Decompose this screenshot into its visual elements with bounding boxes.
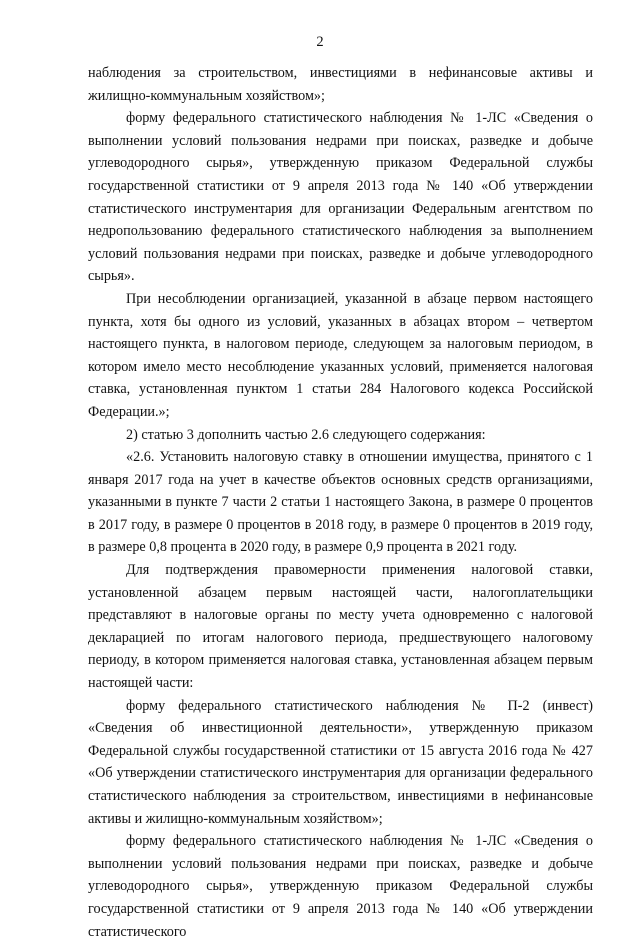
paragraph-2: форму федерального статистического наблюдения № 1-ЛС «Сведения о выполнении условий пользования недрами при поисках, разведке и добыче углеводородного сырья», утвержденную приказом Федеральной службы государственной статистики от 9 апреля 2013 года № 140 «Об утверждении статистического инструментария для организации Федеральным агентством по недропользованию федерального статистического наблюдения за выполнением условий пользования недрами при поисках, разведке и добыче углеводородного сырья». xyxy=(88,110,593,285)
paragraph-7: форму федерального статистического наблюдения № П-2 (инвест) «Сведения об инвестиционной деятельности», утвержденную приказом Федеральной службы государственной статистики от 15 августа 2016 года № 427 «Об утверждении статистического инструментария для организации федерального статистического наблюдения за строительством, инвестициями в нефинансовые активы и жилищно-коммунальным хозяйством»; xyxy=(88,697,593,827)
paragraph-3: При несоблюдении организацией, указанной в абзаце первом настоящего пункта, хотя бы одного из условий, указанных в абзацах втором – четвертом настоящего пункта, в налоговом периоде, следующем за налоговым периодом, в котором имело место несоблюдение указанных условий, применяется налоговая ставка, установленная пунктом 1 статьи 284 Налогового кодекса Российской Федерации.»; xyxy=(88,290,593,420)
document-body xyxy=(88,62,593,943)
paragraph-4: 2) статью 3 дополнить частью 2.6 следующего содержания: xyxy=(126,426,486,443)
paragraph-1: наблюдения за строительством, инвестициями в нефинансовые активы и жилищно-коммунальным хозяйством»; xyxy=(88,65,593,104)
paragraph-5: «2.6. Установить налоговую ставку в отношении имущества, принятого с 1 января 2017 года на учет в качестве объектов основных средств организациями, указанными в пункте 7 части 2 статьи 1 настоящего Закона, в размере 0 процентов в 2017 году, в размере 0 процентов в 2018 году, в размере 0 процентов в 2019 году, в размере 0,8 процента в 2020 году, в размере 0,9 процента в 2021 году. xyxy=(88,449,593,556)
paragraph-6: Для подтверждения правомерности применения налоговой ставки, установленной абзацем первым настоящей части, налогоплательщики представляют в налоговые органы по месту учета одновременно с налоговой декларацией по итогам налогового периода, предшествующего налоговому периоду, в котором применяется налоговая ставка, установленная абзацем первым настоящей части: xyxy=(88,562,593,692)
page-number: 2 xyxy=(316,34,324,50)
paragraph-8: форму федерального статистического наблюдения № 1-ЛС «Сведения о выполнении условий пользования недрами при поисках, разведке и добыче углеводородного сырья», утвержденную приказом Федеральной службы государственной статистики от 9 апреля 2013 года № 140 «Об утверждении статистического xyxy=(88,833,593,940)
